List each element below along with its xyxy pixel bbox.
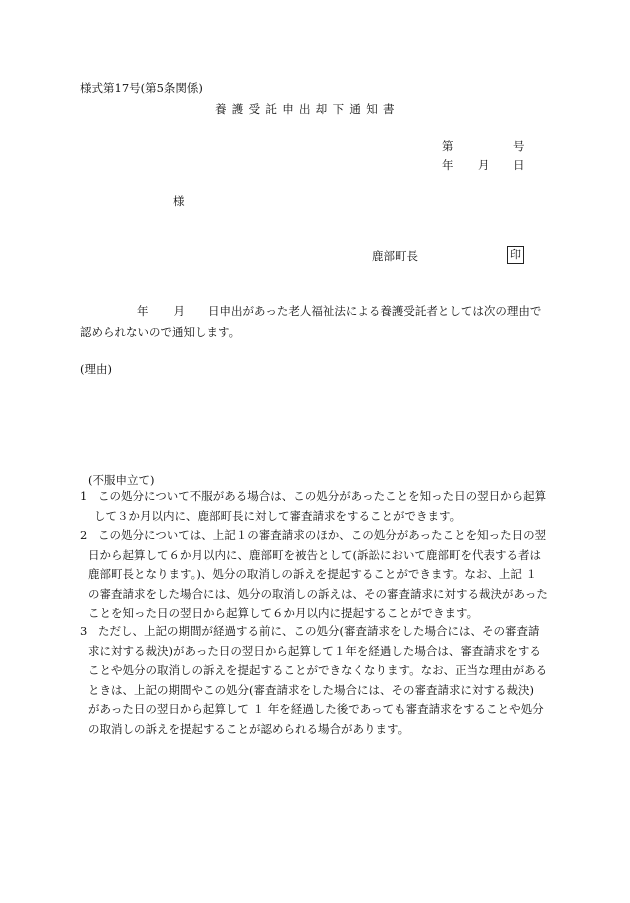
seal-mark: 印 [507,246,524,264]
number-suffix: 号 [513,139,525,153]
number-prefix: 第 [442,139,454,153]
date-year: 年 [442,158,454,172]
document-title: 養護受託申出却下通知書 [215,102,400,116]
date-month: 月 [478,158,490,172]
item-line: この処分について不服がある場合は、この処分があったことを知った日の翌日から起算 [98,489,547,503]
item-line: の取消しの訴えを提起することが認められる場合があります。 [88,721,410,736]
objection-item-2 [80,526,558,624]
objection-heading: (不服申立て) [88,473,155,487]
item-number: 2 [80,528,88,542]
issuer-title: 鹿部町長 [372,249,418,263]
item-line: して３か月以内に、鹿部町長に対して審査請求をすることができます。 [94,508,462,523]
item-line: 日から起算して６か月以内に、鹿部町を被告として(訴訟において鹿部町を代表する者は [88,547,541,562]
item-number: 1 [80,489,88,503]
reason-label: (理由) [80,362,112,376]
form-number: 様式第17号(第5条関係) [80,81,203,95]
body-year: 年 [137,304,149,318]
item-line: 求に対する裁決)があった日の翌日から起算して１年を経過した場合は、審査請求をする [88,643,541,658]
item-line: ことや処分の取消しの訴えを提起することができなくなります。なお、正当な理由がある [88,663,548,677]
body-text-line-1 [80,303,541,319]
item-line: 鹿部町長となります。)、処分の取消しの訴えを提起することができます。なお、上記 １ [88,567,538,581]
objection-item-1 [80,487,558,526]
date-day: 日 [513,158,525,172]
body-line1-rest: 日申出があった老人福祉法による養護受託者としては次の理由で [208,304,542,318]
item-line: があった日の翌日から起算して １ 年を経過した後であっても審査請求をすることや処分 [88,702,544,716]
item-line: の審査請求をした場合には、処分の取消しの訴えは、その審査請求に対する裁決があった [88,586,548,601]
item-number: 3 [80,624,88,638]
item-line: ときは、上記の期間やこの処分(審査請求をした場合には、その審査請求に対する裁決) [88,682,534,697]
body-month: 月 [173,304,185,318]
item-line: ことを知った日の翌日から起算して６か月以内に提起することができます。 [88,606,479,620]
addressee-honorific: 様 [173,194,185,208]
item-line: ただし、上記の期間が経過する前に、この処分(審査請求をした場合には、その審査請 [98,624,540,638]
objection-item-3 [80,622,558,739]
body-text-line-2: 認められないので通知します。 [80,325,241,339]
item-line: この処分については、上記１の審査請求のほか、この処分があったことを知った日の翌 [98,528,547,542]
